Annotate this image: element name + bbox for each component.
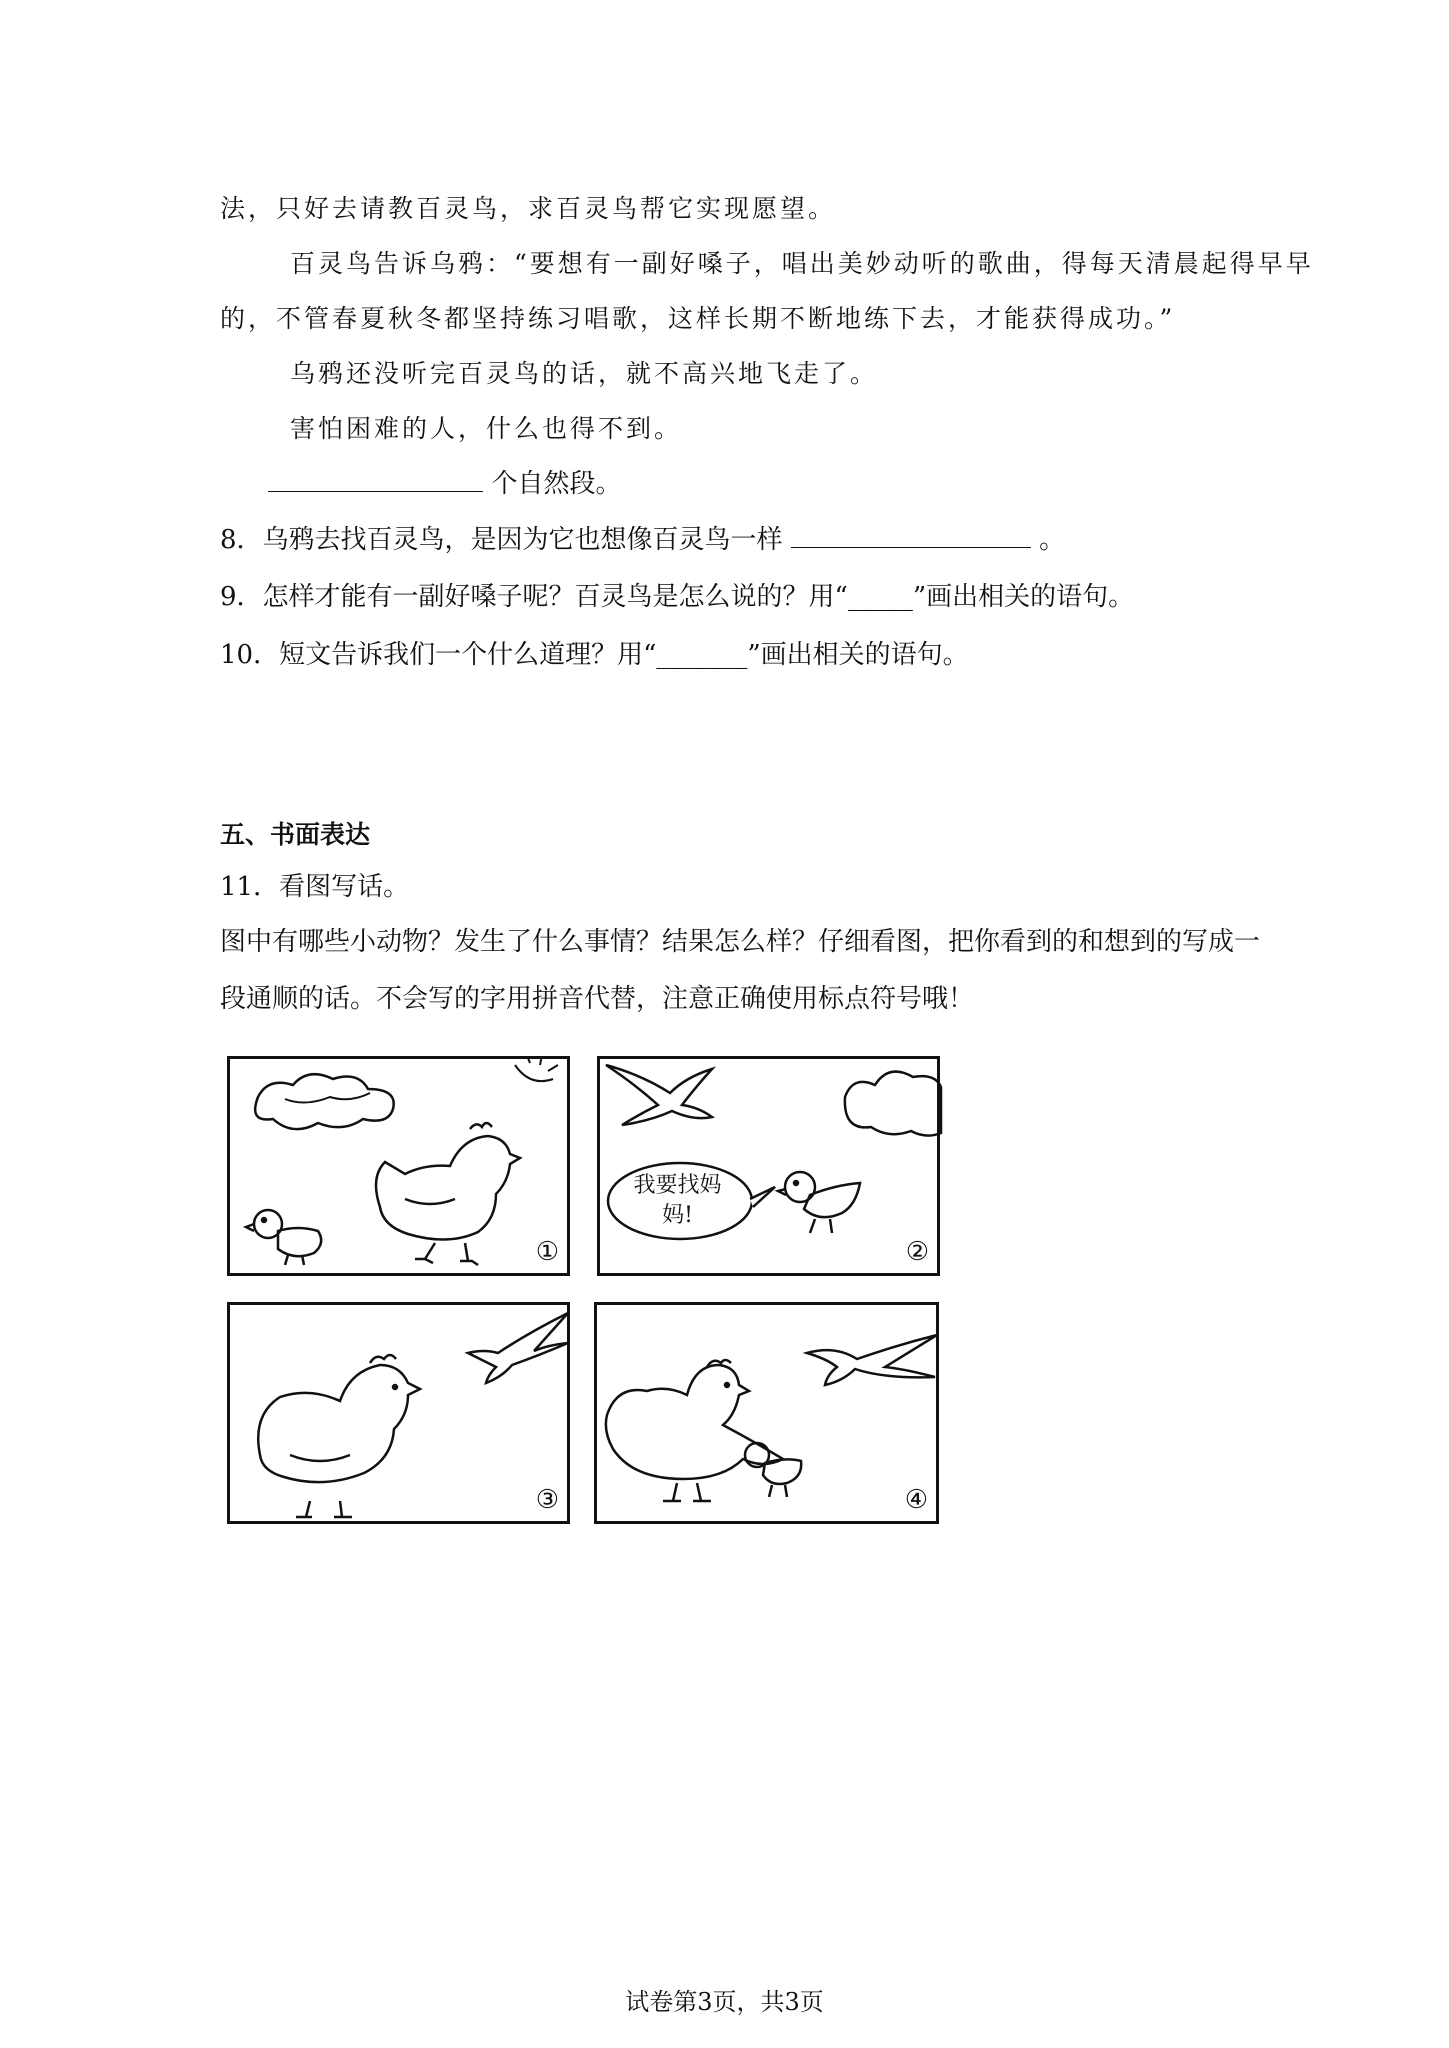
question-7-suffix: 个自然段。 [491,469,622,499]
picture-panel-4 [594,1302,939,1524]
panel-3-drawing [230,1305,573,1527]
panel-2-drawing [600,1059,943,1279]
question-8-text: 8．乌鸦去找百灵鸟，是因为它也想像百灵鸟一样 [220,525,783,555]
panel-1-drawing [230,1059,573,1279]
chick-icon [745,1443,801,1497]
question-8 [220,523,1065,557]
cloud-icon [255,1074,394,1129]
chick-icon [778,1172,860,1233]
panel-1-number: ① [535,1237,559,1267]
hen-icon [258,1355,420,1517]
question-9: 9．怎样才能有一副好嗓子呢？百灵鸟是怎么说的？用“_____”画出相关的语句。 [220,582,1135,612]
hen-icon [606,1360,783,1501]
passage-line-3: 的，不管春夏秋冬都坚持练习唱歌，这样长期不断地练下去，才能获得成功。” [220,304,1176,333]
passage-line-2: 百灵鸟告诉乌鸦：“要想有一副好嗓子，唱出美妙动听的歌曲，得每天清晨起得早早 [290,249,1314,278]
chick-icon [246,1210,321,1265]
picture-panel-1 [227,1056,570,1276]
section-heading: 五、书面表达 [220,820,371,849]
question-8-answer-blank[interactable] [791,523,1031,548]
swallow-icon [807,1335,937,1385]
passage-line-4: 乌鸦还没听完百灵鸟的话，就不高兴地飞走了。 [290,359,879,388]
instruction-line-2: 段通顺的话。不会写的字用拼音代替，注意正确使用标点符号哦！ [220,984,975,1014]
passage-line-1: 法，只好去请教百灵鸟，求百灵鸟帮它实现愿望。 [220,194,837,223]
panel-2-number: ② [905,1237,929,1267]
page-footer: 试卷第3页，共3页 [625,1988,824,2016]
passage-line-5: 害怕困难的人，什么也得不到。 [290,414,683,443]
sun-icon [515,1059,558,1081]
question-10: 10．短文告诉我们一个什么道理？用“_______”画出相关的语句。 [220,640,969,670]
speech-bubble-text: 我要找妈妈! [633,1173,722,1228]
cloud-icon [845,1072,941,1136]
panel-4-number: ④ [904,1485,928,1515]
question-11: 11．看图写话。 [220,872,410,902]
panel-4-drawing [597,1305,942,1527]
swallow-icon [468,1313,568,1383]
question-7-answer-blank[interactable] [268,467,483,492]
question-7 [220,467,622,501]
picture-panel-3 [227,1302,570,1524]
swallow-icon [606,1065,712,1125]
question-8-suffix: 。 [1039,525,1066,555]
hen-icon [376,1123,520,1265]
instruction-line-1: 图中有哪些小动物？发生了什么事情？结果怎么样？仔细看图，把你看到的和想到的写成一 [220,927,1261,957]
panel-3-number: ③ [535,1485,559,1515]
picture-panel-2 [597,1056,940,1276]
